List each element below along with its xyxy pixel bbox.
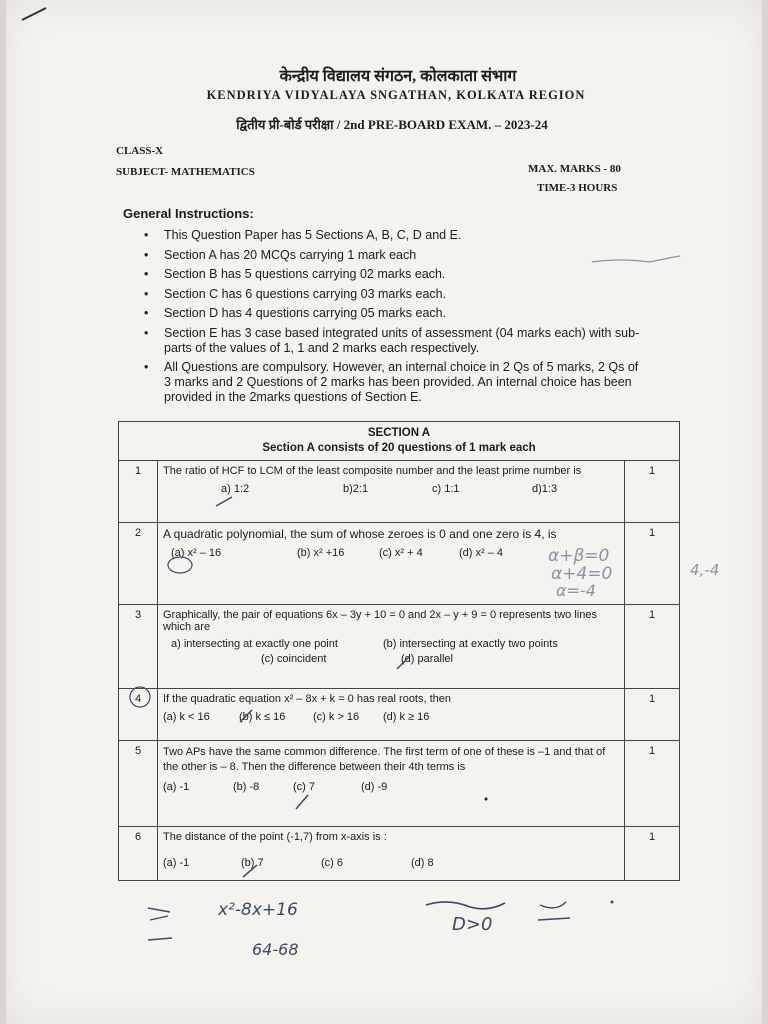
question-options [163, 637, 619, 667]
handwritten-note: x²-8x+16 [218, 900, 298, 920]
question-number: 3 [119, 605, 158, 689]
option-d: (d) x² – 4 [459, 547, 504, 559]
option-b: (b) intersecting at exactly two points [383, 638, 558, 650]
option-a: (a) -1 [163, 857, 190, 869]
option-a: (a) k < 16 [163, 711, 210, 723]
exam-title: द्वितीय प्री-बोर्ड परीक्षा / 2nd PRE-BOARD EXAM. – 2023-24 [236, 117, 548, 132]
question-number: 2 [119, 523, 158, 605]
instruction-item: • Section A has 20 MCQs carrying 1 mark each [144, 247, 417, 262]
class-label: CLASS-X [116, 145, 164, 157]
option-c: (c) coincident [261, 653, 327, 665]
handwritten-note: α+4=0 [551, 564, 613, 584]
org-name-hindi: केन्द्रीय विद्यालय संगठन, कोलकाता संभाग [279, 68, 517, 85]
section-a-header [119, 422, 680, 461]
option-d: (d) parallel [401, 653, 453, 665]
question-marks: 1 [625, 689, 680, 741]
question-number: 5 [119, 741, 158, 827]
question-body [158, 689, 625, 741]
question-row [119, 461, 680, 523]
question-text: A quadratic polynomial, the sum of whose zeroes is 0 and one zero is 4, is [163, 527, 557, 541]
question-body [158, 741, 625, 827]
question-number: 4 [119, 689, 158, 741]
option-d: (d) 8 [411, 857, 434, 869]
option-c: (c) 7 [293, 781, 315, 793]
section-subtitle: Section A consists of 20 questions of 1 mark each [262, 442, 536, 454]
option-d: (d) -9 [361, 781, 388, 793]
handwritten-note: 64-68 [252, 940, 299, 959]
instruction-item: • All Questions are compulsory. However, an internal choice in 2 Qs of 5 marks, 2 Qs of 3 marks and 2 Questions of 2 marks has been provided. An internal choice has been provided in the 2marks questions of Section E. [144, 360, 639, 404]
option-a: a) 1:2 [221, 483, 250, 495]
question-marks: 1 [625, 605, 680, 689]
subject-label: SUBJECT- MATHEMATICS [116, 166, 255, 178]
question-number: 1 [119, 461, 158, 523]
option-b: (b) -8 [233, 781, 260, 793]
option-b: b)2:1 [343, 483, 369, 495]
option-c: (c) 6 [321, 857, 343, 869]
option-d: d)1:3 [532, 483, 558, 495]
question-row [119, 827, 680, 881]
question-options [163, 483, 619, 495]
option-a: a) intersecting at exactly one point [171, 638, 338, 650]
handwritten-note: α+β=0 [548, 546, 610, 566]
max-marks-label: MAX. MARKS - 80 [528, 163, 621, 175]
instruction-item: • This Question Paper has 5 Sections A, B, C, D and E. [144, 228, 462, 242]
question-text: Two APs have the same common difference. The first term of one of these is –1 and that of the other is – 8. Then the difference between their 4th terms is [163, 746, 606, 773]
instructions-list [144, 228, 644, 410]
question-row [119, 741, 680, 827]
option-c: (c) x² + 4 [379, 547, 423, 559]
option-b: (b) k ≤ 16 [239, 711, 286, 723]
question-number: 6 [119, 827, 158, 881]
option-c: (c) k > 16 [313, 711, 360, 723]
section-title: SECTION A [367, 427, 431, 439]
instructions-title: General Instructions: [123, 206, 254, 221]
time-label: TIME-3 HOURS [537, 182, 618, 194]
question-body [158, 461, 625, 523]
question-marks: 1 [625, 741, 680, 827]
question-text: If the quadratic equation x² – 8x + k = 0 has real roots, then [163, 693, 452, 705]
question-marks: 1 [625, 523, 680, 605]
question-row [119, 605, 680, 689]
option-b: (b) 7 [241, 857, 264, 869]
option-b: (b) x² +16 [297, 547, 345, 559]
section-a-table [118, 421, 680, 881]
question-text: Graphically, the pair of equations 6x – 3y + 10 = 0 and 2x – y + 9 = 0 represents two lines which are [163, 609, 597, 633]
handwritten-note: α=-4 [556, 581, 596, 600]
question-text: The ratio of HCF to LCM of the least composite number and the least prime number is [163, 465, 582, 477]
option-a: (a) x² – 16 [171, 547, 222, 559]
instruction-item: • Section D has 4 questions carrying 05 marks each. [144, 306, 447, 320]
question-marks: 1 [625, 461, 680, 523]
instruction-item: • Section E has 3 case based integrated units of assessment (04 marks each) with sub- parts of the values of 1, 1 and 2 marks each respectively. [144, 325, 640, 355]
option-a: (a) -1 [163, 781, 190, 793]
question-options [163, 711, 619, 723]
question-body [158, 827, 625, 881]
question-text: The distance of the point (-1,7) from x-axis is : [163, 831, 387, 843]
org-name-english: KENDRIYA VIDYALAYA SNGATHAN, KOLKATA REGION [206, 88, 586, 102]
option-c: c) 1:1 [432, 483, 460, 495]
handwritten-note: D>0 [452, 914, 493, 935]
handwritten-note: 4,-4 [690, 561, 720, 579]
instruction-item: • Section C has 6 questions carrying 03 marks each. [144, 286, 447, 301]
question-marks: 1 [625, 827, 680, 881]
instruction-item: • Section B has 5 questions carrying 02 marks each. [144, 267, 446, 281]
question-options [163, 857, 619, 869]
option-d: (d) k ≥ 16 [383, 711, 430, 723]
question-options [163, 781, 619, 793]
question-row [119, 689, 680, 741]
question-body [158, 605, 625, 689]
